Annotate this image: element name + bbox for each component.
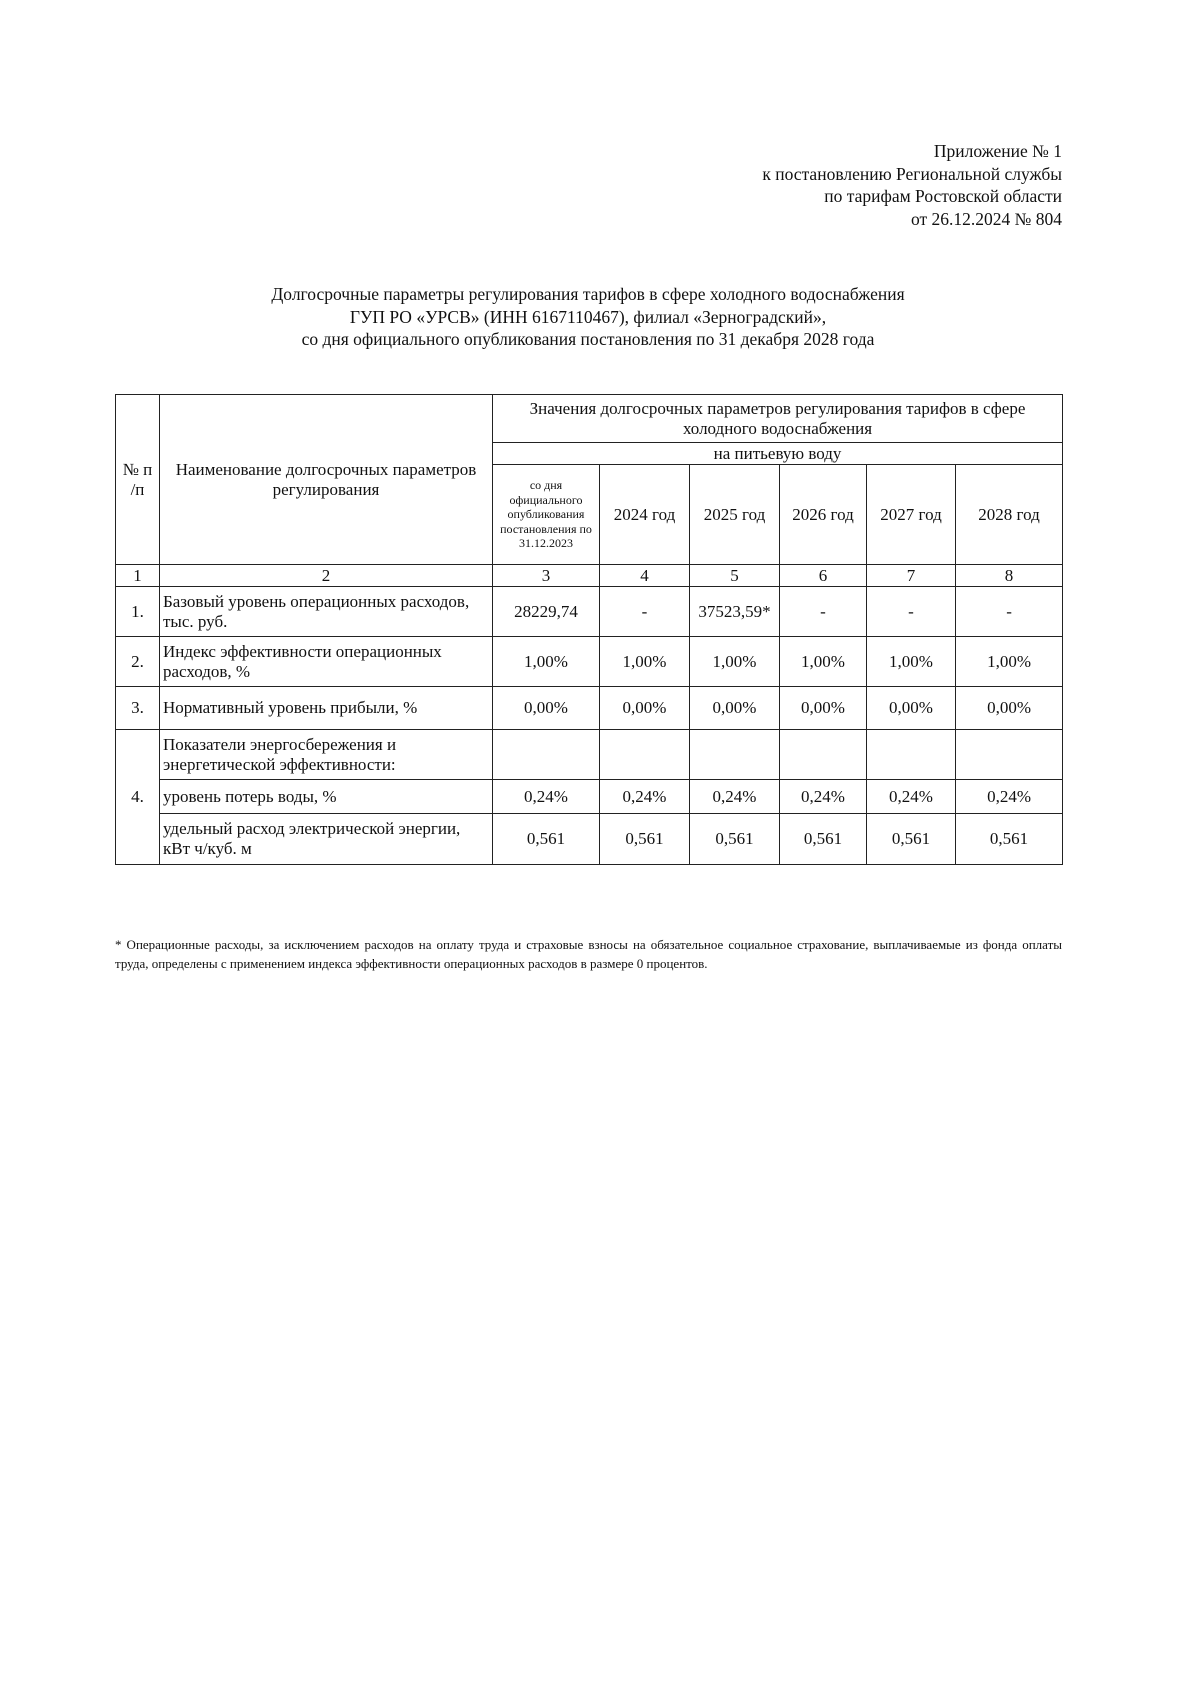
footnote: * Операционные расходы, за исключением расходов на оплату труда и страховые взносы на обязательное социальное страхование, выплачиваемые из фонда оплаты труда, определены с применением индекса эффективности операционных расходов в размере 0 процентов. [115, 937, 1062, 971]
header-values-group: Значения долгосрочных параметров регулирования тарифов в сфере холодного водоснабжения [493, 395, 1063, 443]
column-number: 6 [780, 565, 867, 587]
row-value: 0,561 [600, 814, 690, 865]
row-value: 28229,74 [493, 587, 600, 637]
row-value: - [600, 587, 690, 637]
row-value: 0,561 [780, 814, 867, 865]
row-value: 1,00% [867, 637, 956, 687]
parameters-table [115, 394, 1063, 865]
title-line: со дня официального опубликования постановления по 31 декабря 2028 года [301, 329, 875, 349]
row-value: 0,561 [956, 814, 1063, 865]
row-value: 0,561 [690, 814, 780, 865]
header-period-2024: 2024 год [600, 465, 690, 565]
row-value: 0,24% [867, 780, 956, 814]
empty-cell [600, 730, 690, 780]
appendix-number: Приложение № 1 [933, 141, 1062, 161]
table-row [116, 730, 1063, 780]
empty-cell [493, 730, 600, 780]
row-value: 0,00% [493, 687, 600, 730]
row-parameter-name: удельный расход электрической энергии, кВт ч/куб. м [160, 814, 493, 865]
row-value: - [956, 587, 1063, 637]
row-value: 0,24% [780, 780, 867, 814]
column-number: 7 [867, 565, 956, 587]
row-value: 0,00% [867, 687, 956, 730]
row-parameter-heading: Показатели энергосбережения и энергетической эффективности: [160, 730, 493, 780]
table-row [116, 687, 1063, 730]
appendix-ref-line: к постановлению Региональной службы [762, 163, 1062, 184]
appendix-ref-line: по тарифам Ростовской области [824, 186, 1062, 206]
empty-cell [690, 730, 780, 780]
header-period-2028: 2028 год [956, 465, 1063, 565]
row-parameter-name: Индекс эффективности операционных расходов, % [160, 637, 493, 687]
row-parameter-name: уровень потерь воды, % [160, 780, 493, 814]
column-number: 2 [160, 565, 493, 587]
header-period-2027: 2027 год [867, 465, 956, 565]
row-value: 0,561 [493, 814, 600, 865]
appendix-header [762, 140, 1062, 230]
row-parameter-name: Нормативный уровень прибыли, % [160, 687, 493, 730]
header-period-2025: 2025 год [690, 465, 780, 565]
row-value: 1,00% [956, 637, 1063, 687]
header-drinking-water: на питьевую воду [493, 443, 1063, 465]
row-value: 0,00% [956, 687, 1063, 730]
column-number: 8 [956, 565, 1063, 587]
row-value: 0,24% [690, 780, 780, 814]
title-line: ГУП РО «УРСВ» (ИНН 6167110467), филиал «Зерноградский», [349, 306, 827, 327]
row-value: 1,00% [780, 637, 867, 687]
document-title [116, 283, 1060, 351]
column-number: 3 [493, 565, 600, 587]
empty-cell [780, 730, 867, 780]
row-value: 0,00% [780, 687, 867, 730]
row-value: - [867, 587, 956, 637]
empty-cell [867, 730, 956, 780]
row-value: 0,24% [600, 780, 690, 814]
row-value: 1,00% [493, 637, 600, 687]
header-number: № п /п [116, 395, 160, 565]
empty-cell [956, 730, 1063, 780]
header-period-initial: со дня официального опубликования постановления по 31.12.2023 [493, 465, 600, 565]
table-row [116, 637, 1063, 687]
column-number-row [116, 565, 1063, 587]
column-number: 5 [690, 565, 780, 587]
table-row [116, 780, 1063, 814]
header-parameter-name: Наименование долгосрочных параметров регулирования [160, 395, 493, 565]
row-number: 1. [116, 587, 160, 637]
row-value: 1,00% [600, 637, 690, 687]
table-row [116, 587, 1063, 637]
header-period-2026: 2026 год [780, 465, 867, 565]
table-row [116, 814, 1063, 865]
row-value: - [780, 587, 867, 637]
row-number: 4. [116, 730, 160, 865]
row-value: 0,561 [867, 814, 956, 865]
row-value: 37523,59* [690, 587, 780, 637]
title-line: Долгосрочные параметры регулирования тарифов в сфере холодного водоснабжения [271, 284, 905, 304]
row-value: 1,00% [690, 637, 780, 687]
row-value: 0,24% [493, 780, 600, 814]
row-number: 2. [116, 637, 160, 687]
column-number: 1 [116, 565, 160, 587]
column-number: 4 [600, 565, 690, 587]
row-value: 0,24% [956, 780, 1063, 814]
row-parameter-name: Базовый уровень операционных расходов, тыс. руб. [160, 587, 493, 637]
row-value: 0,00% [690, 687, 780, 730]
row-number: 3. [116, 687, 160, 730]
row-value: 0,00% [600, 687, 690, 730]
appendix-date-number: от 26.12.2024 № 804 [911, 208, 1062, 229]
